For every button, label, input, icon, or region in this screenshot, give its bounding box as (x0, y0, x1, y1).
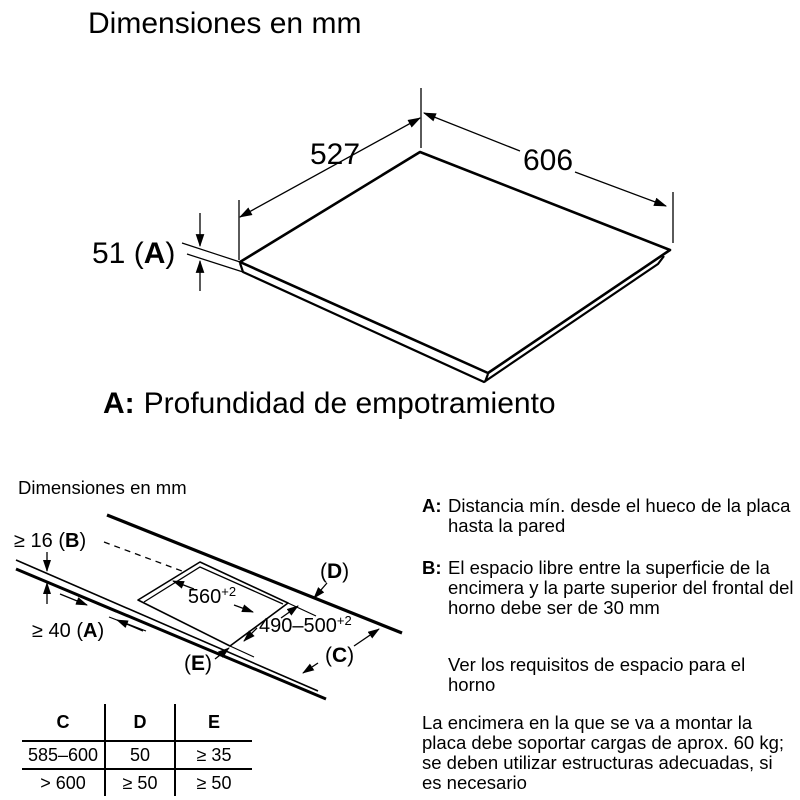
label-16B: ≥ 16 (B) (14, 530, 87, 552)
table-header-e: E (175, 704, 252, 741)
dim-51A: 51 (A) (92, 237, 176, 270)
embedding-depth-caption (103, 387, 556, 421)
note-b (422, 558, 794, 618)
section-title: Dimensiones en mm (18, 477, 187, 498)
note-a-label: A: (422, 495, 442, 516)
table-cell: 585–600 (22, 741, 105, 769)
table-cell: > 600 (40, 772, 86, 793)
table-header-d: D (105, 704, 175, 741)
hob-rim (240, 256, 664, 382)
label-D: (D) (320, 560, 350, 583)
label-C: (C) (325, 644, 355, 667)
worktop-back-edge-dashed (104, 542, 190, 574)
caption-label: A: (103, 387, 135, 420)
c-arrow-up (354, 629, 379, 646)
dim-line-606-b (575, 172, 666, 206)
table-cell: ≥ 35 (175, 741, 252, 769)
hob-top-surface (240, 152, 670, 373)
cutout-ext-bottom (230, 646, 254, 657)
c-arrow-down (303, 663, 318, 673)
note-oven-space (422, 655, 794, 695)
load-footnote: La encimera en la que se va a montar la placa debe soportar cargas de aprox. 60 kg; se deben utilizar estructuras adecuadas, si es necesario (422, 712, 785, 793)
caption-text: Profundidad de empotramiento (143, 387, 556, 420)
table-row (22, 769, 252, 796)
note-b-text: El espacio libre entre la superficie de la encimera y la parte superior del frontal del horno debe ser de 30 mm (448, 557, 794, 618)
table-header-c: C (22, 704, 105, 741)
worktop-cutout-diagram (0, 500, 420, 705)
note-a (422, 496, 794, 536)
dim-line-606-a (424, 113, 520, 151)
table-cell: ≥ 50 (105, 769, 175, 796)
table-cell: ≥ 50 (175, 769, 252, 796)
thickness-ext-lower (187, 254, 243, 272)
dim-560: $560^{+2}$ (187, 584, 237, 608)
cutout-spec-table (22, 704, 252, 796)
label-E: (E) (184, 652, 213, 675)
hob-isometric-diagram (90, 85, 690, 385)
label-40A: ≥ 40 (A) (32, 620, 105, 642)
d-arrow (314, 583, 327, 598)
page-title: Dimensiones en mm (88, 7, 362, 40)
table-cell: 50 (105, 741, 175, 769)
note-a-text: Distancia mín. desde el hueco de la placa hasta la pared (448, 495, 791, 536)
dim-490-500: $490-500^{+2}$ (259, 613, 352, 637)
note-oven-space-text: Ver los requisitos de espacio para el horno (448, 654, 746, 695)
note-b-label: B: (422, 557, 442, 578)
installation-notes (422, 496, 794, 793)
table-row (22, 741, 252, 769)
thickness-ext-upper (182, 243, 240, 262)
dim-527: 527 (309, 138, 361, 171)
dim-606: 606 (522, 144, 574, 177)
